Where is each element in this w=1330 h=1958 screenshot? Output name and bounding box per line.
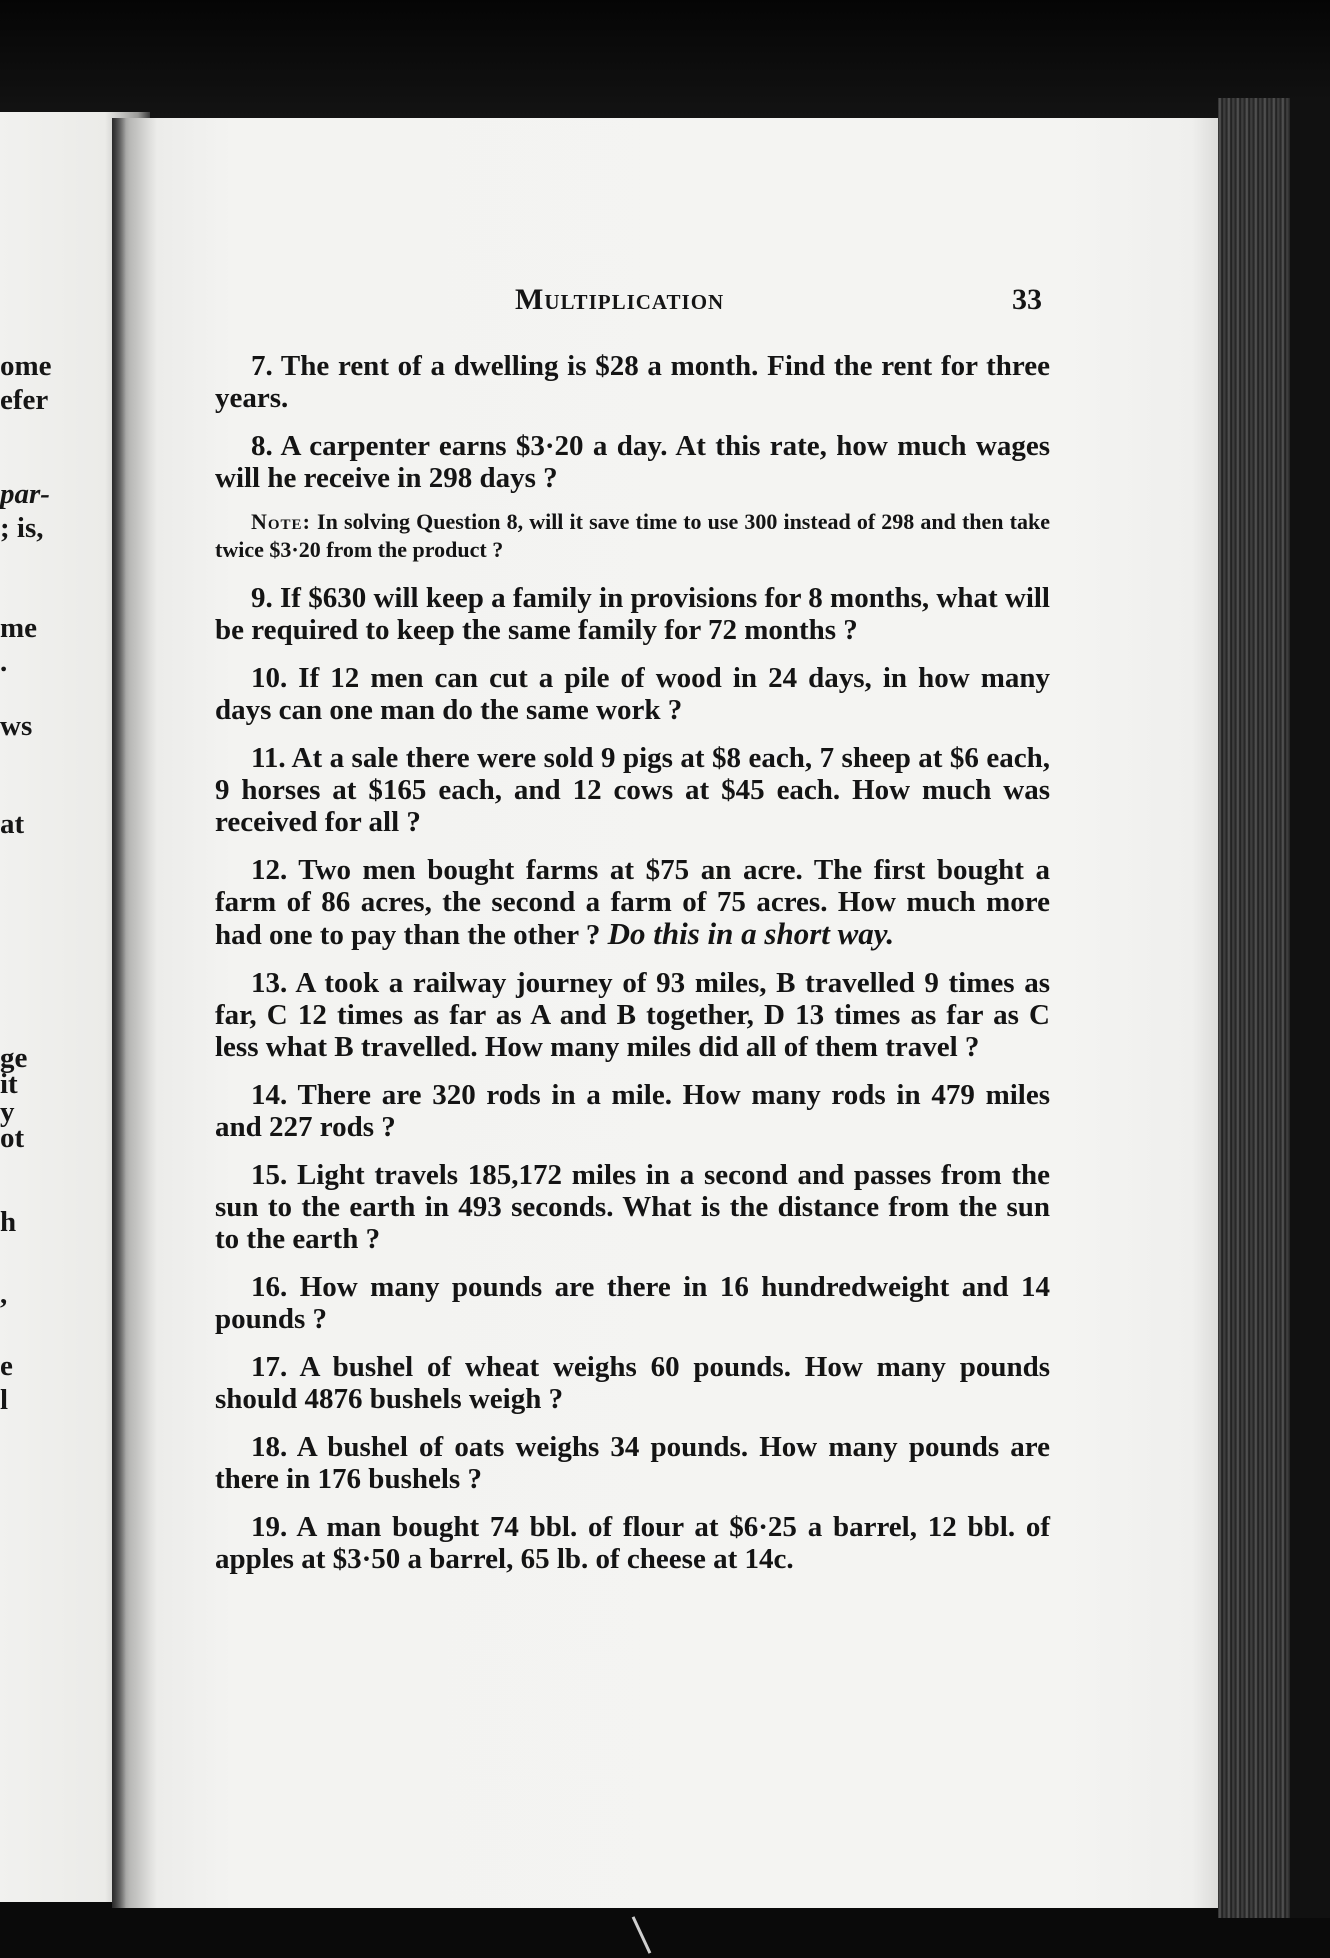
left-fragment: ws	[0, 710, 33, 742]
left-fragment: par-	[0, 478, 50, 510]
page-number: 33	[1012, 283, 1042, 316]
problem-13: 13. A took a railway journey of 93 miles, B travelled 9 times as far, C 12 times as far as A and B together, D 13 times as far as C less what B travelled. How many miles did all of them travel ?	[215, 967, 1050, 1063]
problem-15: 15. Light travels 185,172 miles in a second and passes from the sun to the earth in 493 seconds. What is the distance from the sun to the earth ?	[215, 1159, 1050, 1255]
left-fragment: ome	[0, 350, 52, 382]
problem-11: 11. At a sale there were sold 9 pigs at $8 each, 7 sheep at $6 each, 9 horses at $165 each, and 12 cows at $45 each. How much was received for all ?	[215, 742, 1050, 838]
left-fragment: it	[0, 1068, 18, 1100]
note	[215, 508, 1050, 564]
left-fragment: ; is,	[0, 512, 44, 544]
left-fragment: ot	[0, 1122, 25, 1154]
problem-17: 17. A bushel of wheat weighs 60 pounds. How many pounds should 4876 bushels weigh ?	[215, 1351, 1050, 1415]
left-fragment: ,	[0, 1278, 8, 1310]
problem-18: 18. A bushel of oats weighs 34 pounds. How many pounds are there in 176 bushels ?	[215, 1431, 1050, 1495]
problem-12-emphasis: Do this in a short way.	[607, 916, 895, 951]
problem-14: 14. There are 320 rods in a mile. How many rods in 479 miles and 227 rods ?	[215, 1079, 1050, 1143]
left-fragment: me	[0, 612, 38, 644]
problem-8: 8. A carpenter earns $3·20 a day. At this rate, how much wages will he receive in 298 days ?	[215, 430, 1050, 494]
left-fragment: e	[0, 1350, 13, 1382]
gutter-shadow	[112, 118, 126, 1908]
problem-19: 19. A man bought 74 bbl. of flour at $6·25 a barrel, 12 bbl. of apples at $3·50 a barrel, 65 lb. of cheese at 14c.	[215, 1511, 1050, 1575]
scan-background-top	[0, 0, 1330, 125]
left-fragment: ge	[0, 1042, 28, 1074]
problem-list	[215, 350, 1050, 1591]
note-text: In solving Question 8, will it save time to use 300 instead of 298 and then take twice $3·20 from the product ?	[215, 509, 1050, 562]
problem-12-text: 12. Two men bought farms at $75 an acre. The first bought a farm of 86 acres, the second a farm of 75 acres. How much more had one to pay than the other ?	[215, 854, 1050, 951]
left-fragment: efer	[0, 384, 49, 416]
left-fragment: .	[0, 646, 8, 678]
book-cover-edge	[1290, 98, 1330, 1918]
left-fragment: at	[0, 808, 25, 840]
left-fragment: h	[0, 1206, 17, 1238]
problem-7: 7. The rent of a dwelling is $28 a month. Find the rent for three years.	[215, 350, 1050, 414]
problem-9: 9. If $630 will keep a family in provisions for 8 months, what will be required to keep the same family for 72 months ?	[215, 582, 1050, 646]
problem-10: 10. If 12 men can cut a pile of wood in 24 days, in how many days can one man do the same work ?	[215, 662, 1050, 726]
left-fragment: y	[0, 1096, 15, 1128]
left-fragment: l	[0, 1384, 9, 1416]
problem-12	[215, 854, 1050, 951]
running-head-title: Multiplication	[515, 283, 725, 316]
scan-background-bottom	[0, 1900, 1330, 1958]
problem-16: 16. How many pounds are there in 16 hundredweight and 14 pounds ?	[215, 1271, 1050, 1335]
note-label: Note:	[251, 509, 311, 534]
